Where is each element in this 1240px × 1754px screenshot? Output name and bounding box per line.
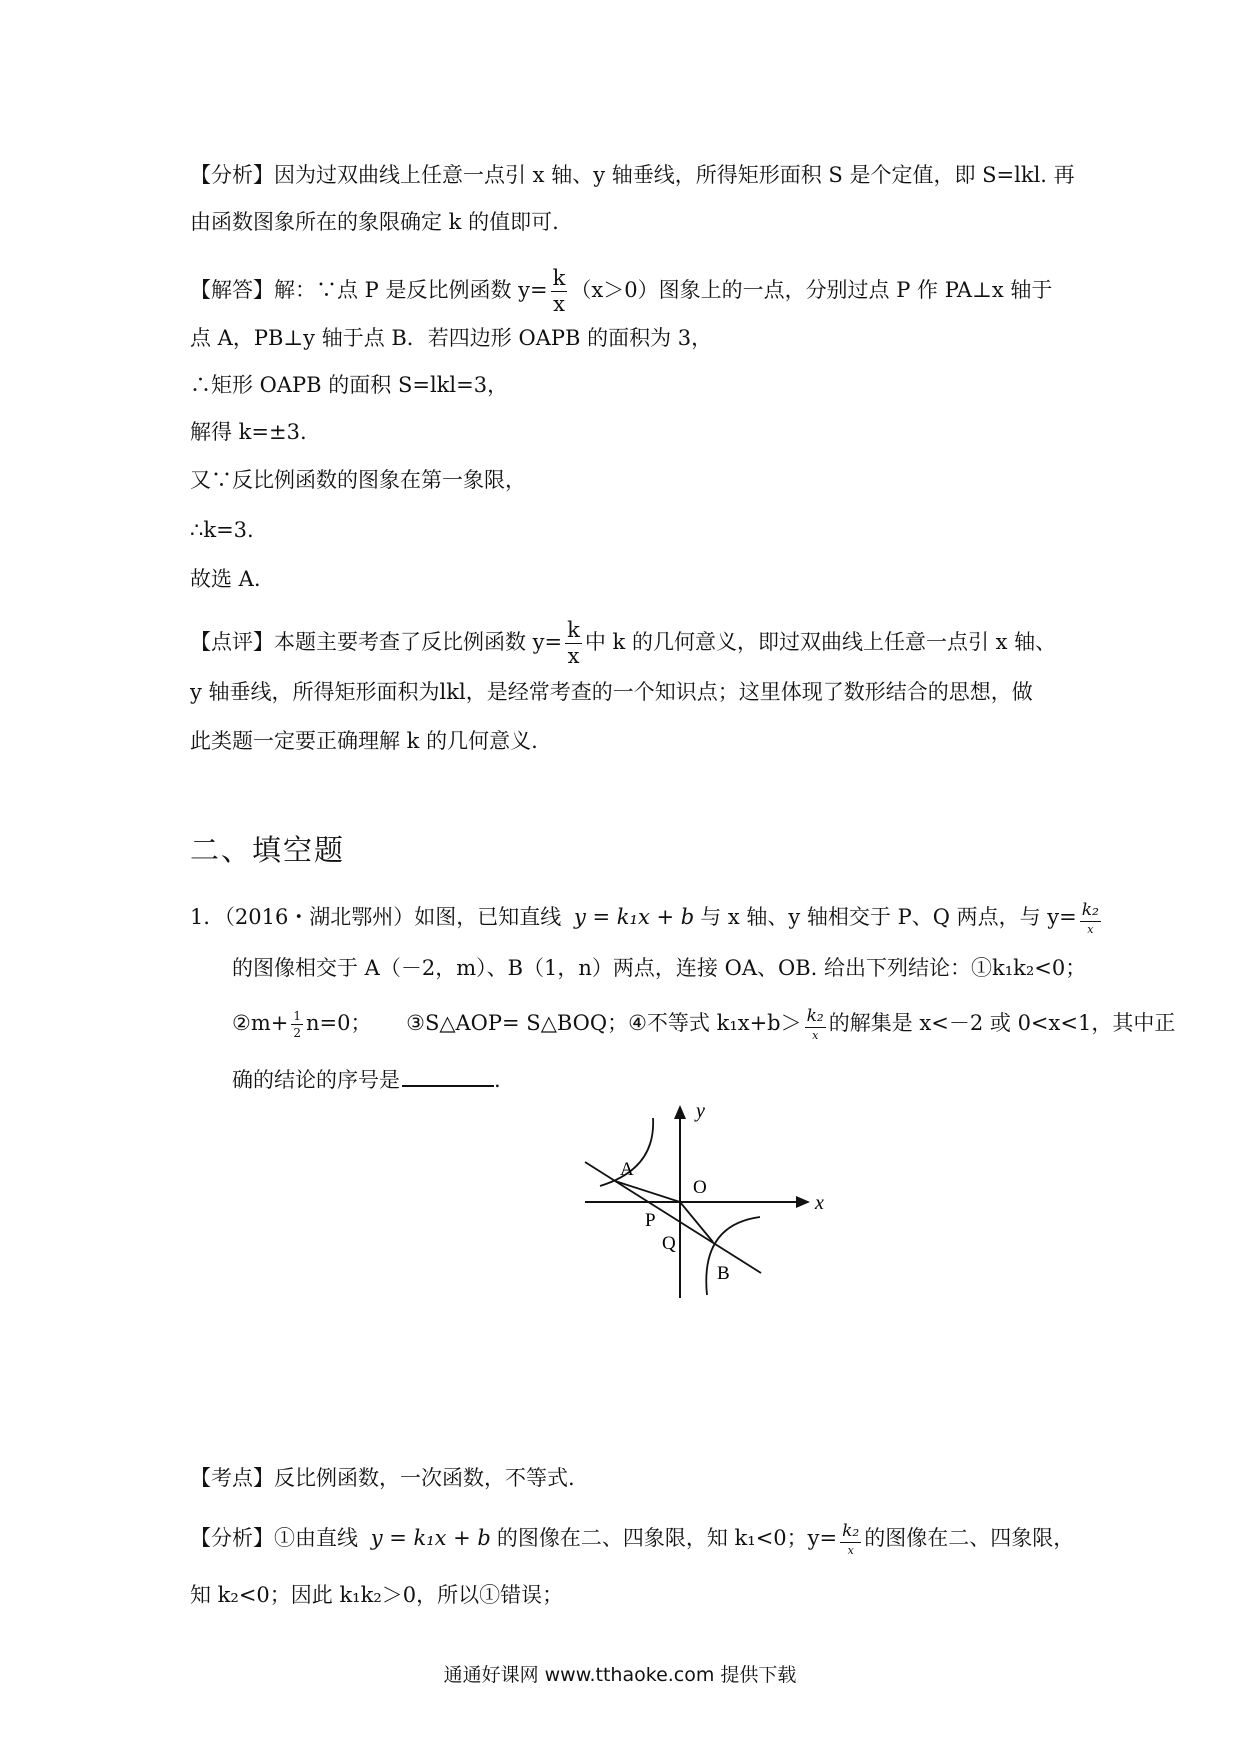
function-graph-figure [570,1085,830,1315]
comment-line-1 [190,620,1056,667]
question-text-3a: ②m+ [232,1011,289,1035]
analysis2-text-c: 的图像在二、四象限， [864,1526,1075,1550]
analysis2-text-a: ①由直线 [274,1526,358,1550]
analysis-text: 因为过双曲线上任意一点引 x 轴、y 轴垂线，所得矩形面积 S 是个定值，即 S=lkl. 再 [274,163,1075,187]
analysis-line-1 [190,160,1075,190]
answer-blank[interactable] [402,1063,494,1087]
fraction-denominator: x [847,1544,854,1557]
label-A: A [620,1159,634,1180]
answer-line-1 [190,268,1052,315]
question-text-4: 确的结论的序号是 [232,1068,400,1092]
answer-line-3: ∴矩形 OAPB 的面积 S=lkl=3， [190,373,509,397]
fraction-k-over-x [551,268,568,315]
footer-watermark: 通通好课网 www.tthaoke.com 提供下载 [443,1664,797,1686]
analysis-line-2: 由函数图象所在的象限确定 k 的值即可. [190,210,559,234]
comment-line-2: y 轴垂线，所得矩形面积为lkl，是经常考查的一个知识点；这里体现了数形结合的思想，做 [190,680,1033,704]
answer-line-4: 解得 k=±3. [190,420,307,444]
label-O: O [693,1177,707,1198]
fraction-denominator: x [1087,923,1094,936]
question-text-a: 1．（2016・湖北鄂州）如图，已知直线 [190,905,562,929]
section-heading: 二、填空题 [190,833,346,867]
fraction-numerator: k [552,266,566,290]
kaodian-text: 反比例函数，一次函数，不等式. [274,1466,575,1490]
fraction-k2-over-x [1080,902,1101,935]
answer-text-a: 解：∵点 P 是反比例函数 y= [274,278,548,302]
fraction-one-half [291,1010,303,1039]
answer-line-2: 点 A，PB⊥y 轴于点 B．若四边形 OAPB 的面积为 3， [190,326,713,350]
segment-OB [680,1202,713,1242]
label-Q: Q [662,1233,676,1254]
kaodian-tag: 【考点】 [190,1466,274,1490]
analysis2-tag: 【分析】 [190,1526,274,1550]
fraction-numerator: k₂ [1081,900,1099,920]
answer-line-5: 又∵反比例函数的图象在第一象限， [190,468,526,492]
label-y: y [696,1100,705,1122]
fraction-numerator: k₂ [806,1006,824,1026]
answer-line-6: ∴k=3. [190,518,254,542]
comment-tag: 【点评】 [190,630,274,654]
fraction-denominator: x [553,292,565,316]
straight-line [585,1162,761,1273]
question-line-2: 的图像相交于 A（－2，m）、B（1，n）两点，连接 OA、OB. 给出下列结论：①k₁k₂<0； [232,956,1087,980]
answer-line-7: 故选 A. [190,567,261,591]
analysis-tag: 【分析】 [190,163,274,187]
comment-text-b: 中 k 的几何意义，即过双曲线上任意一点引 x 轴、 [584,630,1057,654]
analysis2-text-b: 的图像在二、四象限，知 k₁<0；y= [496,1526,838,1550]
fraction-k-over-x [565,620,582,667]
analysis2-line-2: 知 k₂<0；因此 k₁k₂＞0，所以①错误； [190,1583,564,1607]
comment-text-a: 本题主要考查了反比例函数 y= [274,630,563,654]
question-text-3b: n=0； [305,1011,372,1035]
line-equation: y = k₁x + b [574,905,695,929]
fraction-denominator: x [812,1029,819,1042]
label-B: B [717,1263,730,1284]
answer-text-b: （x＞0）图象上的一点，分别过点 P 作 PA⊥x 轴于 [570,278,1053,302]
question-line-4 [232,1063,501,1095]
question-text-b: 与 x 轴、y 轴相交于 P、Q 两点，与 y= [700,905,1077,929]
label-x: x [815,1192,824,1214]
question-text-3c: ③S△AOP= S△BOQ；④不等式 k₁x+b＞ [406,1011,802,1035]
answer-tag: 【解答】 [190,278,274,302]
label-P: P [645,1210,656,1231]
line-equation: y = k₁x + b [370,1526,491,1550]
segment-OA [615,1181,680,1202]
x-axis-arrow [796,1196,810,1208]
fraction-numerator: k₂ [842,1521,860,1541]
fraction-k2-over-x [840,1523,861,1556]
question-line-1 [190,902,1104,935]
question-line-3 [232,1008,1175,1041]
comment-line-3: 此类题一定要正确理解 k 的几何意义. [190,729,538,753]
kaodian-line [190,1463,575,1493]
fraction-k2-over-x [805,1008,826,1041]
fraction-numerator: k [567,618,580,642]
analysis2-line-1 [190,1523,1074,1556]
y-axis-arrow [674,1105,686,1119]
question-text-3d: 的解集是 x<－2 或 0<x<1，其中正 [828,1011,1176,1035]
fraction-numerator: 1 [293,1009,301,1023]
question-text-4-end: . [494,1068,501,1092]
fraction-denominator: x [567,644,580,668]
fraction-denominator: 2 [293,1026,301,1040]
